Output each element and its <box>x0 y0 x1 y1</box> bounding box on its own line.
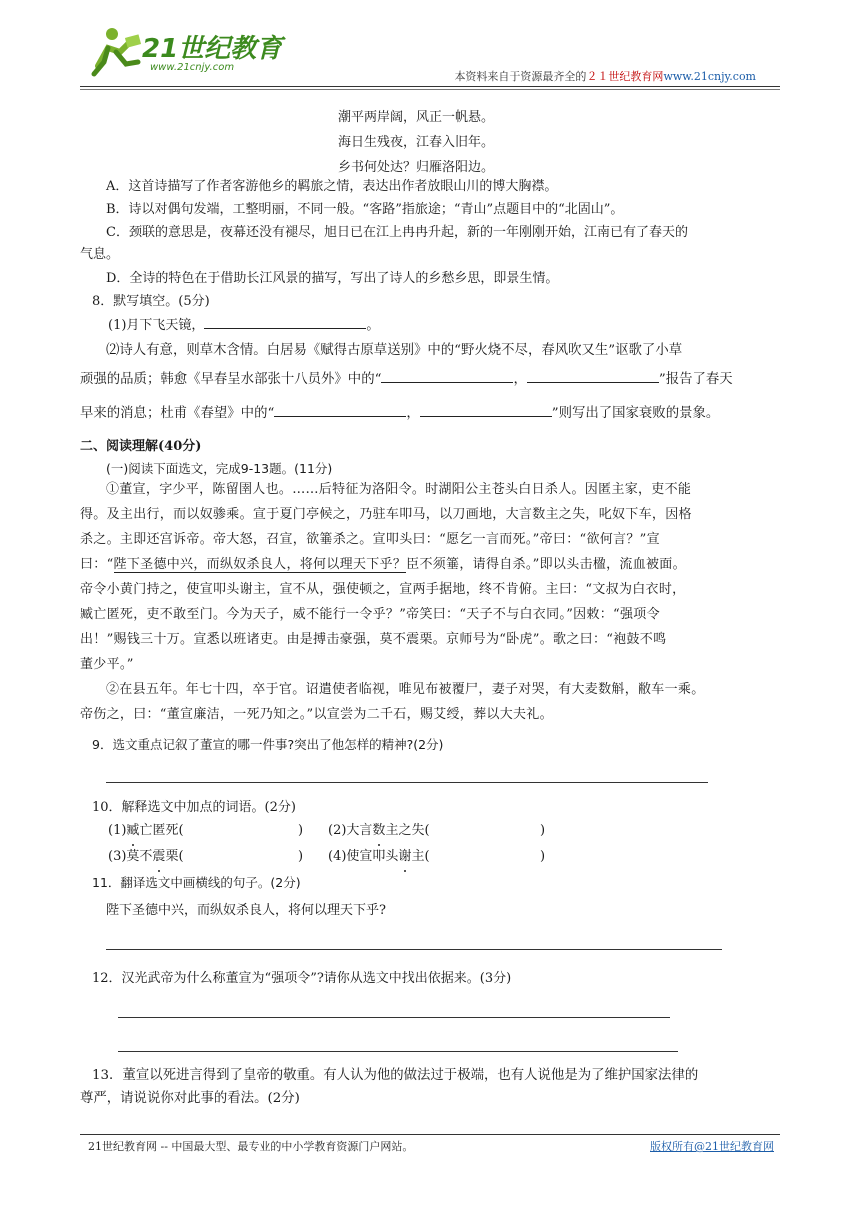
section-title: 二、阅读理解(40分) <box>80 439 202 454</box>
passage-p1-line8: 董少平。” <box>80 657 134 672</box>
poem-line-1: 潮平两岸阔，风正一帆悬。 <box>338 110 495 125</box>
q9-question: 9．选文重点记叙了董宣的哪一件事?突出了他怎样的精神?(2分) <box>92 737 444 752</box>
dotted-word: 震 <box>152 846 165 868</box>
q11-title: 11．翻译选文中画横线的句子。(2分) <box>92 875 301 890</box>
footer-copyright-link[interactable]: 版权所有@21世纪教育网 <box>650 1140 774 1153</box>
option-b: B．诗以对偶句发端，工整明丽，不同一般。“客路”指旅途；“青山”点题目中的“北固山”。 <box>106 202 624 217</box>
answer-blank[interactable] <box>274 402 406 417</box>
q10-item3-post: 栗( <box>165 849 184 864</box>
underlined-sentence: 陛下圣德中兴，而纵奴杀良人，将何以理天下乎？ <box>113 557 407 572</box>
q8-item2-line3-b: ， <box>406 406 420 421</box>
footer-text: 21世纪教育网 -- 中国最大型、最专业的中小学教育资源门户网站。 <box>88 1140 414 1153</box>
passage-p1-line4-b: 臣不须箠，请得自杀。”即以头击楹，流血被面。 <box>406 557 686 572</box>
passage-p1-line2: 得。及主出行，而以奴骖乘。宣于夏门亭候之，乃驻车叩马，以刀画地，大言数主之失，叱奴下车，因格 <box>80 507 692 522</box>
poem-line-2: 海日生残夜，江春入旧年。 <box>338 135 495 150</box>
q10-item3-pre: (3)莫不 <box>108 849 153 864</box>
q10-title: 10．解释选文中加点的词语。(2分) <box>92 800 296 815</box>
q10-item1-pre: (1) <box>108 823 127 838</box>
footer-divider <box>80 1134 780 1135</box>
q8-item1 <box>108 314 379 337</box>
q10-item2-close: ) <box>540 823 546 838</box>
q10-item4 <box>328 846 430 868</box>
dotted-word: 臧 <box>126 820 139 842</box>
q10-item3-close: ) <box>298 849 304 864</box>
q10-item3 <box>108 846 184 868</box>
q8-title: 8．默写填空。(5分) <box>92 294 210 309</box>
answer-blank[interactable] <box>420 402 552 417</box>
q8-item2-line3-c: ”则写出了国家衰败的景象。 <box>551 406 720 421</box>
answer-blank[interactable] <box>527 368 659 383</box>
logo-text: 21世纪教育 <box>142 34 283 64</box>
passage-p1-line1: ①董宣，字少平，陈留圉人也。……后特征为洛阳令。时湖阳公主苍头白日杀人。因匿主家，吏不能 <box>106 482 692 497</box>
q8-item2-line2-a: 顽强的品质；韩愈《早春呈水部张十八员外》中的“ <box>80 372 382 387</box>
q11-sentence: 陛下圣德中兴，而纵奴杀良人，将何以理天下乎? <box>106 903 386 918</box>
passage-p1-line4 <box>80 552 686 577</box>
q13-line2: 尊严，请说说你对此事的看法。(2分) <box>80 1091 300 1106</box>
q10-item1-close: ) <box>298 823 304 838</box>
q8-item2-line1: ⑵诗人有意，则草木含情。白居易《赋得古原草送别》中的“野火烧不尽，春风吹又生”讴歌了小草 <box>106 343 683 358</box>
q10-item4-pre: (4)使宣叩头 <box>328 849 399 864</box>
q8-item2-line3 <box>80 402 719 425</box>
option-a: A．这首诗描写了作者客游他乡的羁旅之情，表达出作者放眼山川的博大胸襟。 <box>106 179 558 194</box>
header-note-text: 本资料来自于资源最齐全的 <box>454 70 587 83</box>
q10-item1 <box>108 820 184 842</box>
answer-line[interactable] <box>106 782 708 783</box>
passage-p1-line3: 杀之。主即还宫诉帝。帝大怒，召宣，欲箠杀之。宣叩头曰：“愿乞一言而死。”帝曰：“欲何言？”宣 <box>80 532 660 547</box>
answer-line[interactable] <box>118 1051 678 1052</box>
dotted-word: 数 <box>372 820 385 842</box>
passage-p2-line2: 帝伤之，曰：“董宣廉洁，一死乃知之。”以宣尝为二千石，赐艾绶，葬以大夫礼。 <box>80 707 553 722</box>
header-divider <box>80 86 780 87</box>
q10-item4-post: 主( <box>411 849 430 864</box>
passage-p2-line1: ②在县五年。年七十四，卒于官。诏遣使者临视，唯见布被覆尸，妻子对哭，有大麦数斛，敝车一乘。 <box>106 682 705 697</box>
q8-item1-text: (1)月下飞天镜， <box>108 318 205 333</box>
q10-item2-post: 主之失( <box>385 823 430 838</box>
dotted-word: 谢 <box>398 846 411 868</box>
passage-p1-line6: 臧亡匿死，吏不敢至门。今为天子，威不能行一令乎？”帝笑曰：“天子不与白衣同。”因敕：“强项令 <box>80 607 660 622</box>
passage-p1-line4-a: 曰：“ <box>80 557 114 572</box>
q10-item4-close: ) <box>540 849 546 864</box>
option-c-line1: C．颈联的意思是，夜幕还没有褪尽，旭日已在江上冉冉升起，新的一年刚刚开始，江南已有了春天的 <box>106 225 688 240</box>
passage-p1-line7: 出！”赐钱三十万。宣悉以班诸吏。由是搏击豪强，莫不震栗。京师号为“卧虎”。歌之曰：“袍鼓不鸣 <box>80 632 667 647</box>
answer-blank[interactable] <box>381 368 513 383</box>
passage-p1-line5: 帝令小黄门持之，使宣叩头谢主，宣不从，强使顿之，宣两手据地，终不肯俯。主曰：“文叔为白衣时， <box>80 582 686 597</box>
q8-item2-line2-c: ”报告了春天 <box>658 372 733 387</box>
q10-item1-post: 亡匿死( <box>139 823 184 838</box>
q8-item2-line3-a: 早来的消息；杜甫《春望》中的“ <box>80 406 275 421</box>
q10-item2-pre: (2)大言 <box>328 823 373 838</box>
header-url: www.21cnjy.com <box>663 70 756 83</box>
answer-line[interactable] <box>118 1017 670 1018</box>
q13-line1: 13．董宣以死进言得到了皇帝的敬重。有人认为他的做法过于极端，也有人说他是为了维护国家法律的 <box>92 1068 699 1083</box>
q8-item2-line2 <box>80 368 733 391</box>
poem-line-3: 乡书何处达？归雁洛阳边。 <box>338 160 495 175</box>
option-c-line2: 气息。 <box>80 247 120 262</box>
header-note <box>454 68 756 84</box>
header-site-name: ２１世纪教育网 <box>586 70 664 83</box>
option-d: D．全诗的特色在于借助长江风景的描写，写出了诗人的乡愁乡思，即景生情。 <box>106 271 559 286</box>
q8-item2-line2-b: ， <box>513 372 527 387</box>
q12-question: 12．汉光武帝为什么称董宣为“强项令”?请你从选文中找出依据来。(3分) <box>92 971 512 986</box>
logo-url: www.21cnjy.com <box>150 62 235 73</box>
q8-item1-end: 。 <box>366 318 380 333</box>
answer-line[interactable] <box>106 949 722 950</box>
q10-item2 <box>328 820 430 842</box>
header-divider-thin <box>80 89 780 90</box>
section-subtitle: (一)阅读下面选文，完成9-13题。(11分) <box>106 461 333 476</box>
answer-blank[interactable] <box>204 314 366 329</box>
